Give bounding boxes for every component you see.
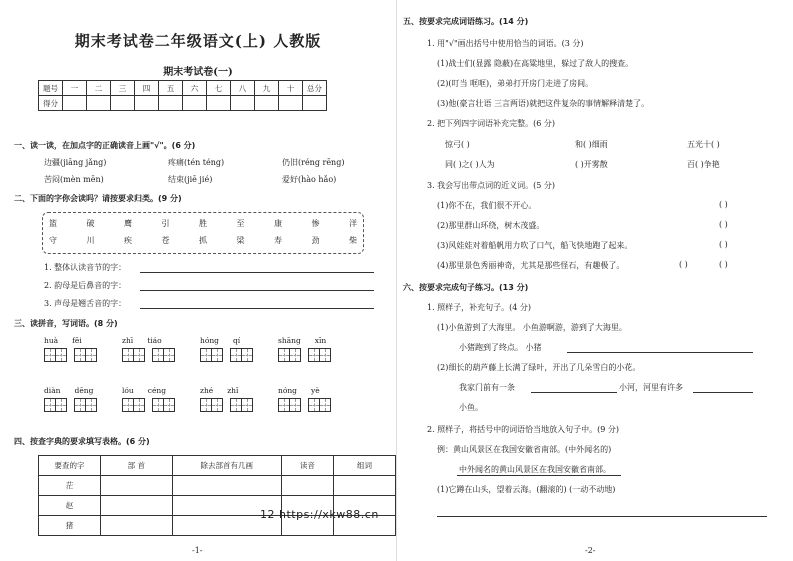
s5-q1-item: (2)(叮当 哐哐)，弟弟打开房门走进了房间。 (437, 79, 594, 88)
writing-grid-cell[interactable] (289, 348, 301, 362)
pinyin-block (278, 336, 330, 362)
s1-item: 疼痛(tén téng) (168, 158, 225, 167)
score-header-cell: 五 (159, 81, 183, 96)
s5-q2-item: 五光十( ) (687, 140, 720, 149)
section-5-title: 五、按要求完成词语练习。(14 分) (403, 17, 529, 26)
pinyin-syllable: huà (44, 336, 59, 345)
section-3-title: 三、读拼音，写词语。(8 分) (14, 319, 118, 328)
char-row-2 (49, 235, 357, 246)
score-header-cell: 七 (207, 81, 231, 96)
dict-header-cell: 组词 (333, 456, 395, 476)
character: 洋 (349, 219, 357, 228)
s6-q2-example: 例：黄山风景区在我国安徽省南部。(中外闻名的) (437, 445, 612, 454)
writing-grid-cell[interactable] (55, 348, 67, 362)
s1-item: 结束(jiē jié) (168, 175, 213, 184)
dict-answer-cell[interactable] (100, 516, 172, 536)
watermark-url: 12 https://xkw88.cn (260, 508, 379, 521)
s1-item: 爱好(hào hǎo) (282, 175, 337, 184)
character: 篮 (49, 219, 57, 228)
dict-header-cell: 读音 (281, 456, 333, 476)
answer-line[interactable] (567, 352, 753, 353)
page-number: -1- (192, 546, 203, 555)
s2-q1: 1. 整体认读音节的字： (44, 263, 127, 272)
answer-line[interactable] (437, 516, 767, 517)
s5-q2-item: ( )开雾散 (575, 160, 608, 169)
character: 苍 (161, 236, 170, 245)
character-box (42, 212, 364, 254)
dict-char: 赵 (39, 496, 101, 516)
s6-q1-prompt3: 小河，河里有许多 (619, 383, 683, 392)
score-cell[interactable] (183, 96, 207, 111)
s1-item: 仍旧(réng rēng) (282, 158, 345, 167)
pinyin-syllable: fēi (72, 336, 82, 345)
s5-q2-item: 百( )争艳 (687, 160, 720, 169)
s2-q3: 3. 声母是翘舌音的字： (44, 299, 127, 308)
pinyin-syllable: zhǐ (227, 386, 239, 395)
character: 梁 (236, 236, 245, 245)
pinyin-block (278, 386, 330, 412)
writing-grid-cell[interactable] (319, 348, 331, 362)
dict-char: 茫 (39, 476, 101, 496)
character: 劲 (311, 236, 320, 245)
answer-line[interactable] (531, 392, 617, 393)
s5-q2: 2. 把下列四字词语补充完整。(6 分) (427, 119, 556, 128)
s5-q1-item: (1)战士们(显露 隐蔽)在高粱地里，躲过了敌人的搜查。 (437, 59, 634, 68)
writing-grid-cell[interactable] (133, 398, 145, 412)
character: 川 (86, 236, 95, 245)
s5-q3-item: (4)那里景色秀丽神奇，尤其是那些怪石，有趣极了。 (437, 261, 625, 270)
s6-q2-example-answer: 中外闻名的黄山风景区在我国安徽省南部。 (459, 465, 611, 474)
pinyin-block (44, 386, 96, 412)
dict-header-cell: 要查的字 (39, 456, 101, 476)
score-row-label: 得分 (39, 96, 63, 111)
dict-answer-cell[interactable] (100, 496, 172, 516)
left-page (0, 0, 396, 561)
score-cell[interactable] (255, 96, 279, 111)
answer-paren[interactable]: ( ) (719, 220, 728, 229)
char-row-1 (49, 218, 357, 229)
pinyin-syllable: zhī (122, 336, 134, 345)
s6-q1-prompt: 小猪跑到了终点。 小猪 (459, 343, 542, 352)
score-header-cell: 二 (87, 81, 111, 96)
s6-q2-item: (1)它蹲在山头，望着云海。(翻滚的) (一动不动地) (437, 485, 616, 494)
answer-line[interactable] (140, 290, 374, 291)
writing-grid-cell[interactable] (241, 398, 253, 412)
pinyin-syllable: céng (147, 386, 167, 395)
right-page (396, 0, 793, 561)
pinyin-block (200, 386, 252, 412)
pinyin-syllable: yè (310, 386, 320, 395)
writing-grid-cell[interactable] (289, 398, 301, 412)
dict-header-cell: 部 首 (100, 456, 172, 476)
character: 引 (161, 219, 170, 228)
dictionary-table (38, 455, 396, 536)
pinyin-block (44, 336, 96, 362)
dict-row (39, 476, 396, 496)
character: 康 (274, 219, 282, 228)
character: 柴 (349, 236, 357, 245)
character: 惨 (311, 219, 320, 228)
example-underline (457, 475, 621, 476)
s5-q3-item: (1)你不在，我们很不开心。 (437, 201, 537, 210)
score-header-cell: 八 (231, 81, 255, 96)
s5-q1: 1. 用"√"画出括号中使用恰当的词语。(3 分) (427, 39, 584, 48)
writing-grid-cell[interactable] (319, 398, 331, 412)
score-cell[interactable] (279, 96, 303, 111)
s5-q3-item: (3)风娃娃对着船帆用力吹了口气，船飞快地跑了起来。 (437, 241, 633, 250)
writing-grid-cell[interactable] (211, 348, 223, 362)
score-header-cell: 六 (183, 81, 207, 96)
writing-grid-cell[interactable] (163, 398, 175, 412)
s6-q2: 2. 照样子，将括号中的词语恰当地放入句子中。(9 分) (427, 425, 620, 434)
pinyin-syllable: dēng (74, 386, 94, 395)
answer-line[interactable] (140, 272, 374, 273)
s5-q1-item: (3)他(豪言壮语 三言两语)就把这件复杂的事情解释清楚了。 (437, 99, 650, 108)
s2-q2: 2. 韵母是后鼻音的字： (44, 281, 127, 290)
s6-q1-prompt2: 我家门前有一条 (459, 383, 515, 392)
score-header-cell: 三 (111, 81, 135, 96)
dict-char: 猪 (39, 516, 101, 536)
writing-grid-cell[interactable] (55, 398, 67, 412)
dict-answer-cell[interactable] (281, 476, 333, 496)
score-cell[interactable] (111, 96, 135, 111)
character: 抓 (199, 236, 207, 245)
dict-answer-cell[interactable] (333, 476, 395, 496)
character: 疾 (124, 236, 132, 245)
character: 守 (49, 236, 57, 245)
page-number: -2- (585, 546, 596, 555)
s5-q3: 3. 我会写出带点词的近义词。(5 分) (427, 181, 556, 190)
pinyin-syllable: zhé (200, 386, 214, 395)
writing-grid-cell[interactable] (241, 348, 253, 362)
score-table (38, 80, 327, 111)
pinyin-block (200, 336, 252, 362)
score-cell[interactable] (63, 96, 87, 111)
answer-line[interactable] (693, 392, 753, 393)
score-header-cell: 九 (255, 81, 279, 96)
answer-paren[interactable]: ( ) (719, 240, 728, 249)
score-cell[interactable] (207, 96, 231, 111)
section-4-title: 四、按查字典的要求填写表格。(6 分) (14, 437, 150, 446)
s5-q3-item: (2)那里群山环绕，树木茂盛。 (437, 221, 545, 230)
score-cell[interactable] (303, 96, 327, 111)
character: 鹰 (124, 219, 132, 228)
exam-subtitle: 期末考试卷(一) (163, 67, 233, 78)
score-cell[interactable] (159, 96, 183, 111)
section-6-title: 六、按要求完成句子练习。(13 分) (403, 283, 529, 292)
answer-paren[interactable]: ( ) (719, 260, 728, 269)
pinyin-syllable: diàn (44, 386, 61, 395)
writing-grid-cell[interactable] (163, 348, 175, 362)
answer-paren[interactable]: ( ) (679, 260, 688, 269)
character: 胜 (199, 219, 207, 228)
score-cell[interactable] (87, 96, 111, 111)
s5-q2-item: 同( )之( )人为 (445, 160, 495, 169)
pinyin-syllable: lóu (122, 386, 134, 395)
answer-line[interactable] (140, 308, 374, 309)
writing-grid-cell[interactable] (133, 348, 145, 362)
pinyin-syllable: qí (232, 336, 241, 345)
section-2-title: 二、下面的字你会读吗？请按要求归类。(9 分) (14, 194, 182, 203)
pinyin-syllable: tiáo (147, 336, 162, 345)
writing-grid-cell[interactable] (85, 398, 97, 412)
pinyin-block (122, 386, 174, 412)
s6-q1-example: (1)小鱼游到了大海里。 小鱼游啊游，游到了大海里。 (437, 323, 627, 332)
dict-answer-cell[interactable] (172, 476, 281, 496)
score-header-cell: 十 (279, 81, 303, 96)
pinyin-syllable: xīn (314, 336, 327, 345)
writing-grid-cell[interactable] (85, 348, 97, 362)
dict-header-cell: 除去部首有几画 (172, 456, 281, 476)
character: 破 (86, 219, 95, 228)
score-cell[interactable] (135, 96, 159, 111)
pinyin-syllable: shāng (278, 336, 301, 345)
s1-item: 苦闷(mèn mēn) (44, 175, 104, 184)
section-1-title: 一、读一读，在加点字的正确读音上画"√"。(6 分) (14, 141, 196, 150)
pinyin-syllable: nóng (278, 386, 297, 395)
exam-title: 期末考试卷二年级语文(上) 人教版 (74, 32, 322, 50)
character: 至 (236, 219, 245, 228)
s1-item: 边疆(jiāng jǎng) (44, 158, 107, 167)
dict-answer-cell[interactable] (100, 476, 172, 496)
pinyin-syllable: hóng (200, 336, 219, 345)
s6-q1-example2: (2)细长的葫芦藤上长满了绿叶，开出了几朵雪白的小花。 (437, 363, 641, 372)
score-cell[interactable] (231, 96, 255, 111)
score-header-cell: 四 (135, 81, 159, 96)
score-header-cell: 一 (63, 81, 87, 96)
answer-paren[interactable]: ( ) (719, 200, 728, 209)
s5-q2-item: 和( )细雨 (575, 140, 608, 149)
s6-q1: 1. 照样子，补充句子。(4 分) (427, 303, 532, 312)
score-header-cell: 总分 (303, 81, 327, 96)
pinyin-block (122, 336, 174, 362)
s6-q1-prompt4: 小鱼。 (459, 403, 483, 412)
score-header-cell: 题号 (39, 81, 63, 96)
character: 寿 (274, 236, 282, 245)
s5-q2-item: 惊弓( ) (445, 140, 470, 149)
writing-grid-cell[interactable] (211, 398, 223, 412)
